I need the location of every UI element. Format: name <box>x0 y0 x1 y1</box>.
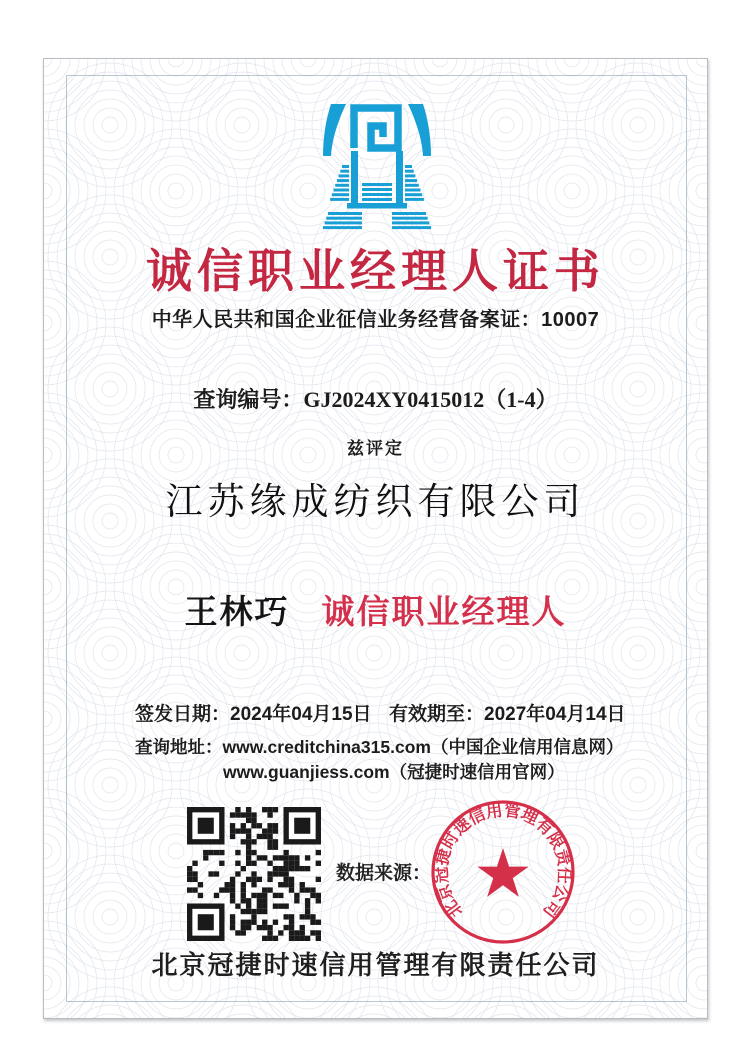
certificate-title: 诚信职业经理人证书 <box>146 245 605 297</box>
hereby-text: 兹评定 <box>347 439 404 458</box>
org-logo-icon <box>316 99 438 231</box>
qr-code-icon <box>187 807 321 941</box>
seal-text: 北京冠捷时速信用管理有限责任公司 <box>430 799 576 923</box>
valid-until-label: 有效期至： <box>389 704 485 725</box>
person-name: 王林巧 <box>184 593 290 630</box>
issue-date-value: 2024年04月15日 <box>230 704 372 725</box>
issue-date <box>135 699 372 726</box>
query-address-block <box>135 735 623 785</box>
query-number-line <box>44 383 707 414</box>
award-title: 诚信职业经理人 <box>321 593 567 630</box>
certificate-subtitle: 中华人民共和国企业征信业务经营备案证：10007 <box>151 309 600 331</box>
awardee-row <box>44 586 707 633</box>
data-source-label: 数据来源： <box>336 863 432 884</box>
query-address-label: 查询地址： <box>135 737 223 757</box>
query-number-label: 查询编号： <box>193 387 304 412</box>
company-name: 江苏缘成纺织有限公司 <box>165 482 586 523</box>
query-address-line1 <box>135 735 623 760</box>
valid-until-value: 2027年04月14日 <box>484 704 626 725</box>
valid-until <box>389 699 626 726</box>
query-address-url1: www.creditchina315.com（中国企业信用信息网） <box>222 737 624 757</box>
company-seal-icon <box>428 797 578 947</box>
issuer-company-name: 北京冠捷时速信用管理有限责任公司 <box>151 950 600 980</box>
certificate-sheet <box>43 58 708 1019</box>
issue-date-label: 签发日期： <box>135 704 231 725</box>
logo-g-glyph <box>354 108 398 148</box>
query-number-value: GJ2024XY0415012（1-4） <box>303 387 558 412</box>
seal-star-icon <box>477 848 528 897</box>
query-address-line2: www.guanjiess.com（冠捷时速信用官网） <box>223 762 565 782</box>
